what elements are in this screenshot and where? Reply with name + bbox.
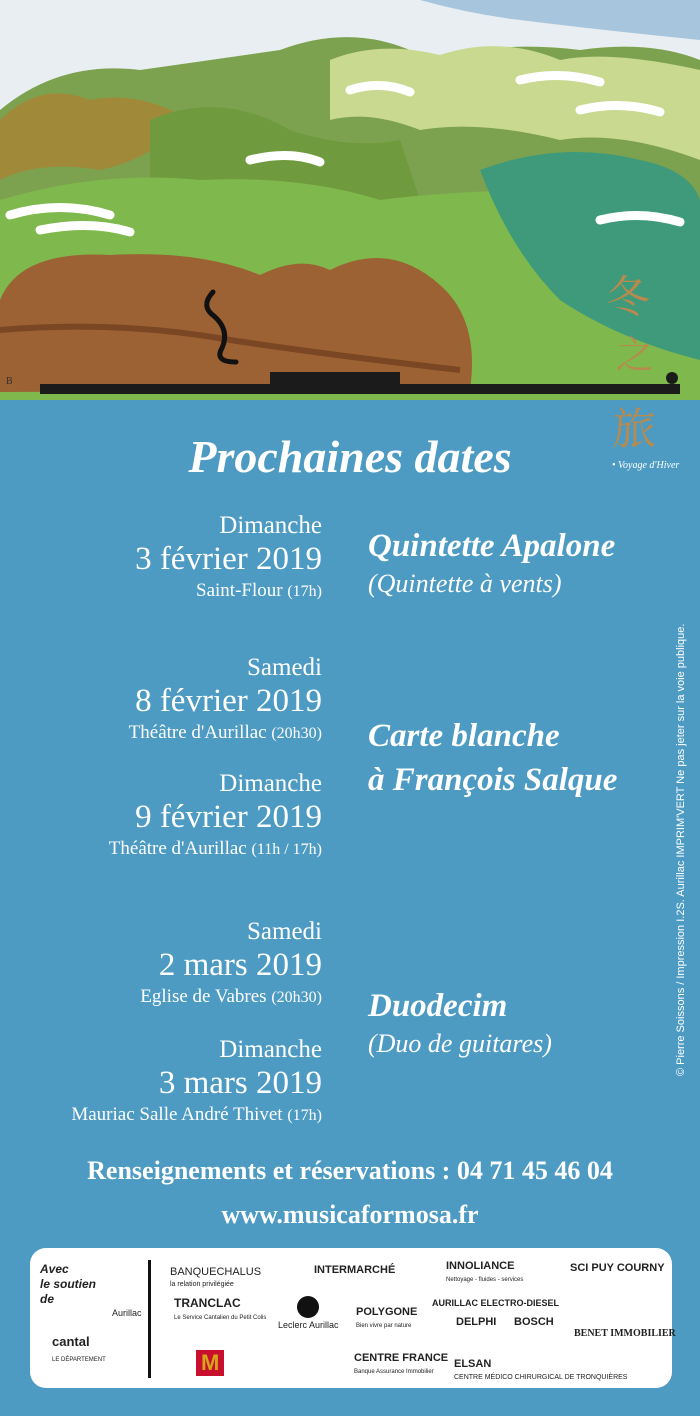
credits-text: © Pierre Soissons / Impression I.2S. Aurillac IMPRIM'VERT Ne pas jeter sur la voie publique.: [675, 623, 687, 1076]
mountain-cello-illustration: [0, 0, 700, 400]
elsan-name: ELSAN: [454, 1358, 492, 1370]
bosch-logo: BOSCH: [514, 1316, 554, 1328]
cantal-name: cantal: [52, 1334, 90, 1349]
leclerc-emblem-icon: [297, 1296, 319, 1318]
banque-name: BANQUECHALUS: [170, 1266, 262, 1278]
concert-date-3: [0, 770, 322, 863]
event-subtitle: (Quintette à vents): [368, 569, 562, 598]
date-text: 2 mars 2019: [158, 947, 322, 983]
voyage-caption: • Voyage d'Hiver: [612, 460, 680, 471]
innoliance-subtitle: Nettoyage - fluides - services: [446, 1277, 524, 1283]
venue: [0, 578, 322, 605]
sponsor-divider: [148, 1260, 151, 1378]
concert-time: (17h): [287, 583, 322, 600]
delphi-logo: DELPHI: [456, 1316, 497, 1328]
event-subtitle: (Duo de guitares): [368, 1029, 552, 1058]
event-duodecim: [368, 984, 552, 1060]
concert-time: (17h): [287, 1107, 322, 1124]
event-title: Duodecim: [368, 988, 508, 1024]
polygone-subtitle: Bien vivre par nature: [356, 1323, 412, 1329]
polygone-logo: [356, 1306, 417, 1330]
cover-artwork: [0, 0, 700, 400]
intermarche-logo: INTERMARCHÉ: [314, 1264, 396, 1276]
support-label-line: Avec: [40, 1262, 69, 1276]
credit-subtitle: Banque Assurance Immobilier: [354, 1369, 434, 1375]
artist-signature: B: [6, 376, 13, 387]
concert-time: (20h30): [271, 725, 322, 742]
sci-puy-courny-logo: SCI PUY COURNY: [570, 1262, 665, 1274]
venue: [0, 984, 322, 1011]
cantal-logo: [52, 1334, 106, 1364]
sponsors-panel: [30, 1248, 676, 1388]
aurillac-electro-diesel-logo: AURILLAC ELECTRO-DIESEL: [432, 1298, 559, 1308]
venue: [0, 720, 322, 747]
website-link[interactable]: www.musicaformosa.fr: [221, 1200, 479, 1229]
elsan-logo: [454, 1358, 627, 1382]
kanji-journey: 旅: [612, 404, 656, 455]
venue-name: Saint-Flour: [196, 580, 283, 601]
kanji-winter: 冬: [606, 272, 650, 323]
benet-immobilier-logo: BENET IMMOBILIER: [574, 1328, 676, 1339]
leclerc-logo: [278, 1296, 339, 1330]
concert-schedule-panel: [0, 400, 700, 1416]
date-text: 3 mars 2019: [158, 1065, 322, 1101]
date-text: 8 février 2019: [135, 683, 322, 719]
venue-name: Théâtre d'Aurillac: [108, 838, 247, 859]
concert-time: (20h30): [271, 989, 322, 1006]
banque-chalus-logo: [170, 1266, 261, 1288]
event-title-line-1: Carte blanche: [368, 718, 560, 754]
concert-date-4: [0, 918, 322, 1011]
concert-date-2: [0, 654, 322, 747]
venue: [0, 1102, 322, 1129]
polygone-name: POLYGONE: [356, 1306, 418, 1318]
date-text: 9 février 2019: [135, 799, 322, 835]
concert-time: (11h / 17h): [251, 841, 322, 858]
event-quintette-apalone: [368, 524, 615, 600]
venue-name: Eglise de Vabres: [140, 986, 267, 1007]
kanji-of: 之: [616, 333, 655, 377]
leclerc-name: Leclerc Aurillac: [278, 1320, 339, 1330]
support-label-line: de: [40, 1292, 55, 1306]
cantal-subtitle: LE DÉPARTEMENT: [52, 1357, 106, 1363]
elsan-subtitle: CENTRE MÉDICO CHIRURGICAL DE TRONQUIÈRES: [454, 1374, 628, 1381]
innoliance-name: INNOLIANCE: [446, 1260, 515, 1272]
venue-name: Théâtre d'Aurillac: [128, 722, 267, 743]
tranclac-logo: [174, 1296, 266, 1322]
support-label-line: le soutien: [40, 1277, 97, 1291]
date-text: 3 février 2019: [135, 541, 322, 577]
day-of-week: Samedi: [247, 918, 322, 945]
event-title: Quintette Apalone: [368, 528, 616, 564]
reservation-info: Renseignements et réservations : 04 71 45 46 04: [87, 1156, 613, 1185]
venue: [0, 836, 322, 863]
day-of-week: Samedi: [247, 654, 322, 681]
tranclac-subtitle: Le Service Cantalien du Petit Colis: [174, 1315, 267, 1321]
mcdonalds-logo: M: [196, 1350, 224, 1376]
day-of-week: Dimanche: [219, 512, 322, 539]
event-carte-blanche: [368, 714, 617, 802]
aurillac-logo: Aurillac: [112, 1308, 142, 1318]
day-of-week: Dimanche: [219, 1036, 322, 1063]
credit-agricole-logo: [354, 1352, 448, 1376]
banque-subtitle: la relation privilégiée: [170, 1281, 234, 1288]
support-label: [40, 1262, 110, 1307]
page-title: Prochaines dates: [188, 431, 512, 482]
credit-name: CENTRE FRANCE: [354, 1352, 449, 1364]
innoliance-logo: [446, 1260, 523, 1284]
venue-name: Mauriac Salle André Thivet: [71, 1104, 283, 1125]
day-of-week: Dimanche: [219, 770, 322, 797]
tranclac-name: TRANCLAC: [174, 1296, 241, 1310]
concert-date-1: [0, 512, 322, 605]
concert-date-5: [0, 1036, 322, 1129]
event-title-line-2: à François Salque: [368, 762, 618, 798]
